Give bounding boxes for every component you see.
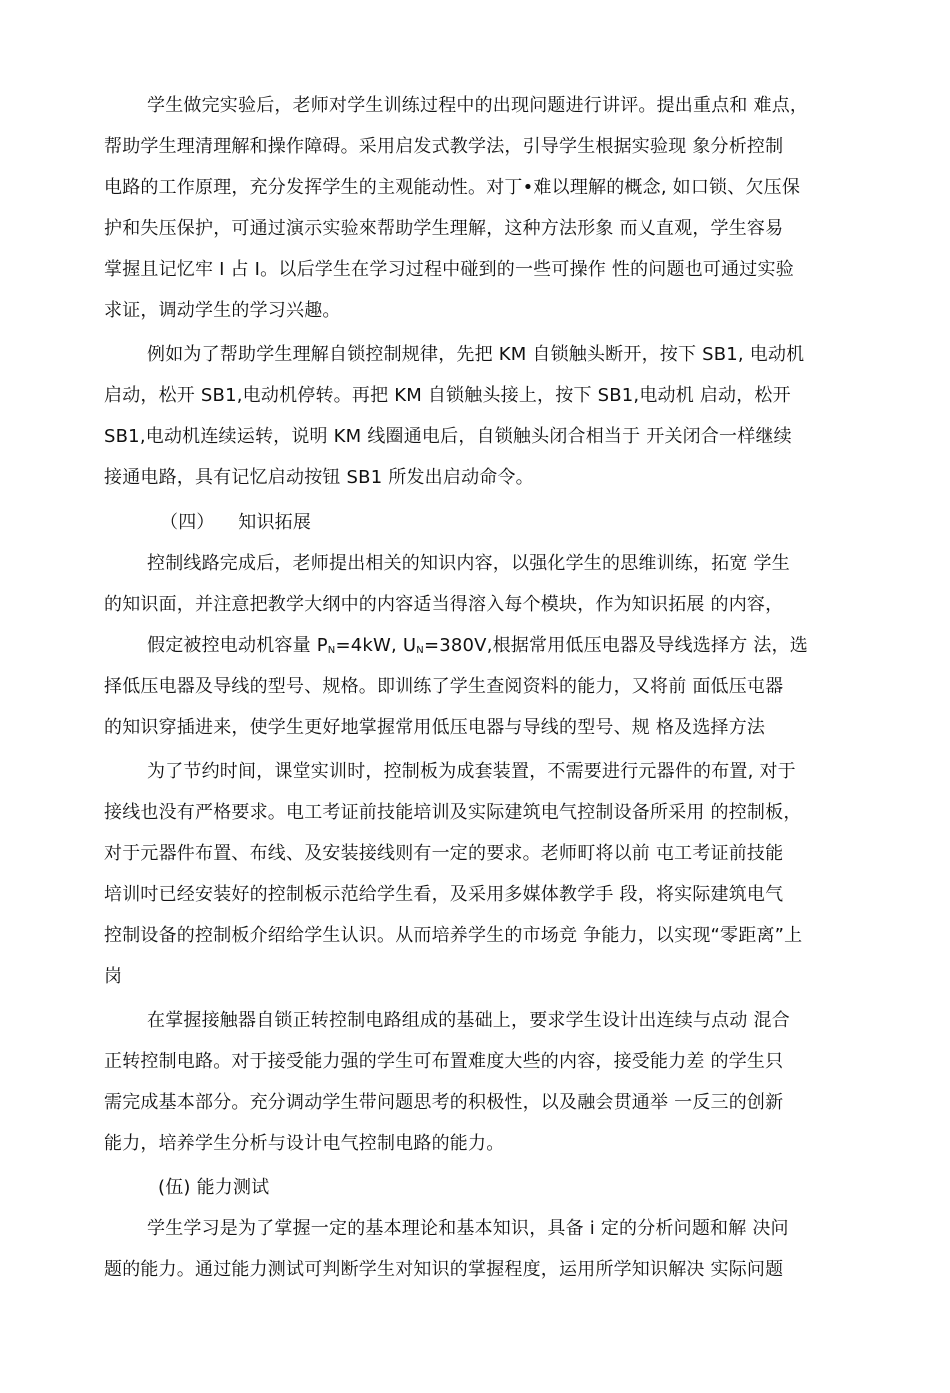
section-heading-five: (伍) 能力测试 (158, 1177, 270, 1198)
paragraph-2-line-2: 启动，松开 SB1,电动机停转。再把 KM 自锁触头接上，按下 SB1,电动机 启动，松开 (104, 385, 791, 406)
paragraph-4-line-1 (147, 633, 808, 664)
paragraph-1-line-3: 电路的工作原理，充分发挥学生的主观能动性。对丁•难以理解的概念, 如口锁、欠压保 (104, 177, 801, 198)
paragraph-6-line-4: 能力，培养学生分析与设计电气控制电路的能力。 (104, 1133, 505, 1154)
paragraph-3-line-2: 的知识面，并注意把教学大纲中的内容适当得溶入每个模块，作为知识拓展 的内容， (104, 594, 784, 615)
paragraph-2-line-1: 例如为了帮助学生理解自锁控制规律，先把 KM 自锁触头断开，按下 SB1, 电动机 (147, 344, 805, 365)
paragraph-4-text-b: =4kW, U (335, 635, 417, 656)
subscript-n-voltage: N (416, 645, 424, 656)
paragraph-1-line-2: 帮助学生理清理解和操作障碍。采用启发式教学法，引导学生根据实验现 象分析控制 (104, 136, 784, 157)
paragraph-1-line-5: 掌握且记忆牢 I 占 I。以后学生在学习过程中碰到的一些可操作 性的问题也可通过实验 (104, 259, 794, 280)
paragraph-6-line-1: 在掌握接触器自锁正转控制电路组成的基础上，要求学生设计出连续与点动 混合 (147, 1010, 790, 1031)
paragraph-6-line-2: 正转控制电路。对于接受能力强的学生可布置难度大些的内容，接受能力差 的学生只 (104, 1051, 784, 1072)
paragraph-5-line-5: 控制设备的控制板介绍给学生认识。从而培养学生的市场竞 争能力，以实现“零距离”上 (104, 925, 803, 946)
paragraph-4-line-2: 择低压电器及导线的型号、规格。即训练了学生查阅资料的能力，又将前 面低压屯器 (104, 676, 784, 697)
paragraph-3-line-1: 控制线路完成后，老师提出相关的知识内容，以强化学生的思维训练，拓宽 学生 (147, 553, 790, 574)
paragraph-4-text-a: 假定被控电动机容量 P (147, 635, 328, 656)
paragraph-5-line-1: 为了节约时间，课堂实训时，控制板为成套装置，不需要进行元器件的布置, 对于 (147, 761, 796, 782)
paragraph-4-line-3: 的知识穿插进来，使学生更好地掌握常用低压电器与导线的型号、规 格及选择方法 (104, 717, 766, 738)
paragraph-5-line-3: 对于元器件布置、布线、及安装接线则有一定的要求。老师町将以前 屯工考证前技能 (104, 843, 784, 864)
paragraph-7-line-1: 学生学习是为了掌握一定的基本理论和基本知识，具备 i 定的分析问题和解 决问 (147, 1218, 789, 1239)
paragraph-7-line-2: 题的能力。通过能力测试可判断学生对知识的掌握程度，运用所学知识解决 实际问题 (104, 1259, 784, 1280)
paragraph-5-line-4: 培训吋已经安装好的控制板示范给学生看，及采用多媒体教学手 段，将实际建筑电气 (104, 884, 784, 905)
paragraph-1-line-1: 学生做完实验后，老师对学生训练过程中的出现问题进行讲评。提出重点和 难点， (147, 95, 809, 116)
paragraph-2-line-4: 接通电路，具有记忆启动按钮 SB1 所发出启动命令。 (104, 467, 534, 488)
paragraph-5-line-2: 接线也没有严格要求。电工考证前技能培训及实际建筑电气控制设备所采用 的控制板， (104, 802, 802, 823)
paragraph-5-line-6: 岗 (104, 966, 123, 987)
paragraph-1-line-6: 求证，调动学生的学习兴趣。 (104, 300, 341, 321)
subscript-n-power: N (327, 645, 336, 656)
paragraph-1-line-4: 护和失压保护，可通过演示实验來帮助学生理解，这种方法形象 而乂直观，学生容易 (104, 218, 784, 239)
paragraph-6-line-3: 需完成基本部分。充分调动学生带问题思考的积极性，以及融会贯通举 一反三的创新 (104, 1092, 784, 1113)
section-heading-four: （四） 知识拓展 (160, 512, 312, 533)
paragraph-4-text-c: =380V,根据常用低压电器及导线选择方 法，选 (423, 635, 808, 656)
paragraph-2-line-3: SB1,电动机连续运转，说明 KM 线圈通电后，自锁触头闭合相当于 开关闭合一样继续 (104, 426, 792, 447)
